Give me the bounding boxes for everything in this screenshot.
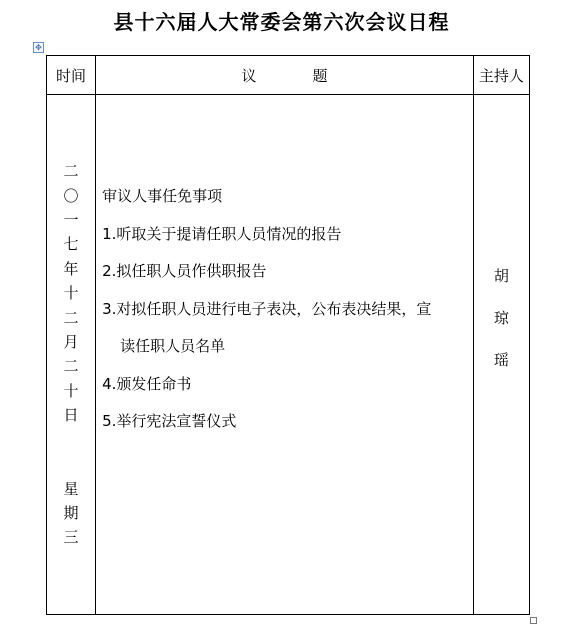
agenda-item: 3.对拟任职人员进行电子表决，公布表决结果，宣 bbox=[102, 299, 432, 318]
date-char: 年 bbox=[63, 259, 79, 278]
table-header-row bbox=[47, 56, 530, 95]
date-char: 日 bbox=[63, 406, 79, 425]
document-title: 县十六届人大常委会第六次会议日程 bbox=[113, 10, 450, 34]
date-char: 二 bbox=[63, 308, 79, 327]
host-cell bbox=[473, 95, 529, 615]
header-time: 时间 bbox=[47, 56, 96, 95]
table-row bbox=[47, 95, 530, 615]
agenda-item: 1.听取关于提请任职人员情况的报告 bbox=[102, 224, 342, 243]
header-topic bbox=[96, 56, 474, 95]
weekday-char: 期 bbox=[63, 504, 79, 523]
table-resize-handle-icon[interactable] bbox=[530, 617, 537, 624]
date-char: 一 bbox=[63, 210, 79, 229]
table-move-handle-icon[interactable]: ✥ bbox=[33, 42, 44, 53]
agenda-item: 2.拟任职人员作供职报告 bbox=[102, 262, 267, 281]
host-char: 胡 bbox=[493, 266, 509, 285]
date-char: 二 bbox=[63, 162, 79, 181]
date-char: 月 bbox=[63, 333, 79, 351]
host-vertical-name bbox=[474, 255, 529, 381]
header-topic-char-1: 议 bbox=[241, 66, 257, 85]
header-host: 主持人 bbox=[473, 56, 529, 95]
time-cell bbox=[47, 95, 96, 615]
agenda-item-continuation: 读任职人员名单 bbox=[120, 337, 226, 356]
date-char: 七 bbox=[63, 235, 79, 254]
agenda-heading: 审议人事任免事项 bbox=[102, 187, 223, 206]
date-char: 二 bbox=[63, 357, 79, 376]
host-char: 瑶 bbox=[493, 350, 509, 369]
agenda-item: 4.颁发任命书 bbox=[102, 374, 192, 393]
date-char: 〇 bbox=[63, 186, 79, 205]
topic-cell bbox=[96, 95, 474, 615]
date-vertical-text bbox=[47, 159, 95, 550]
weekday-char: 星 bbox=[63, 479, 79, 498]
date-char: 十 bbox=[63, 381, 79, 400]
schedule-table bbox=[46, 55, 530, 615]
weekday-char: 三 bbox=[63, 528, 79, 547]
header-topic-char-2: 题 bbox=[312, 66, 328, 85]
date-char: 十 bbox=[63, 284, 79, 303]
agenda-item: 5.举行宪法宣誓仪式 bbox=[102, 412, 237, 431]
host-char: 琼 bbox=[493, 308, 509, 327]
agenda-list bbox=[96, 178, 473, 441]
